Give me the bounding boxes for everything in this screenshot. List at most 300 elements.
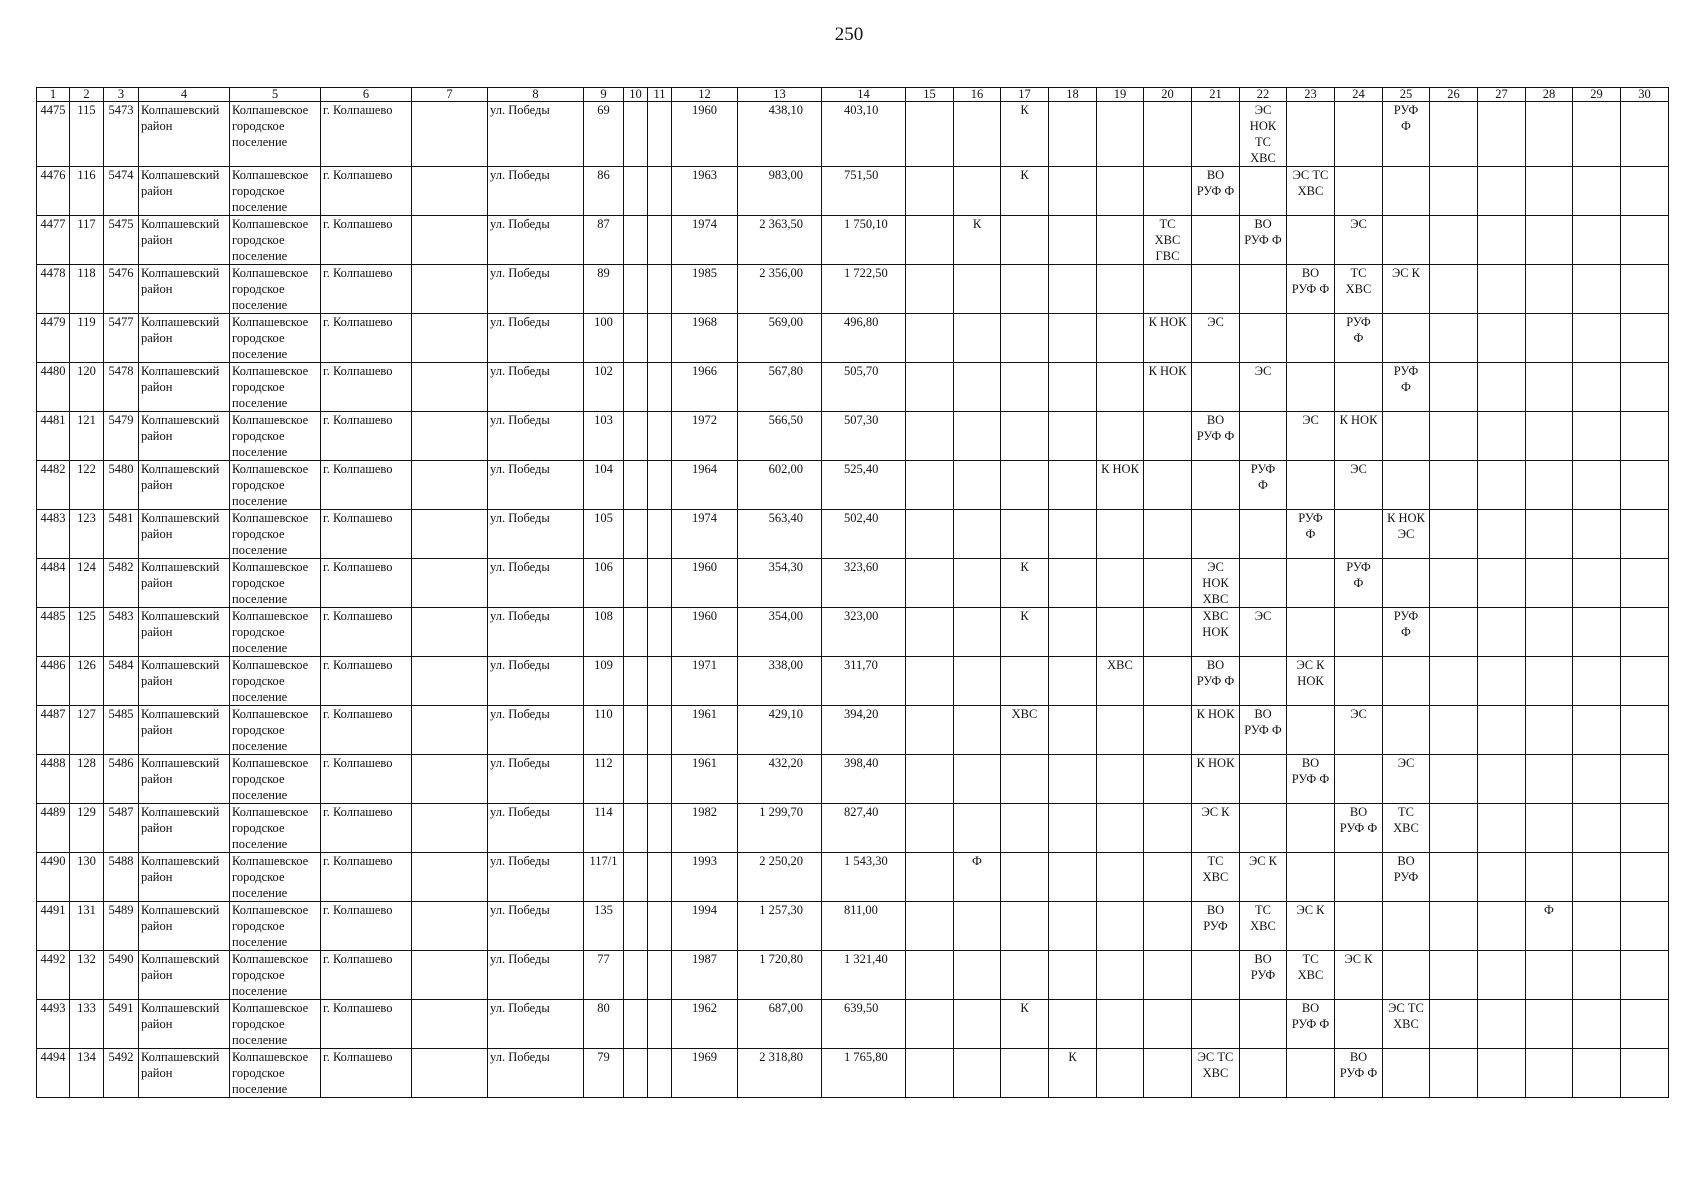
cell-col-6: г. Колпашево [321,510,412,559]
cell-col-1: 4487 [37,706,70,755]
cell-col-25 [1383,216,1430,265]
cell-col-5: Колпашевское городское поселение [230,1049,321,1098]
cell-col-27 [1478,167,1526,216]
cell-col-26 [1430,216,1478,265]
cell-col-8: ул. Победы [488,804,584,853]
cell-col-14: 811,00 [822,902,906,951]
cell-col-14: 525,40 [822,461,906,510]
cell-col-12: 1985 [672,265,738,314]
cell-col-22: ЭС НОК ТС ХВС [1240,102,1287,167]
cell-col-13: 1 720,80 [738,951,822,1000]
cell-col-16 [954,412,1001,461]
cell-col-12: 1993 [672,853,738,902]
cell-col-26 [1430,804,1478,853]
cell-col-17: К [1001,559,1049,608]
cell-col-27 [1478,804,1526,853]
cell-col-17 [1001,804,1049,853]
cell-col-27 [1478,363,1526,412]
cell-col-29 [1573,804,1621,853]
column-header-30: 30 [1621,88,1669,102]
cell-col-11 [648,951,672,1000]
cell-col-18 [1049,706,1097,755]
cell-col-25: РУФ Ф [1383,363,1430,412]
cell-col-11 [648,853,672,902]
cell-col-29 [1573,102,1621,167]
cell-col-7 [412,657,488,706]
cell-col-2: 134 [70,1049,104,1098]
cell-col-21: ВО РУФ [1192,902,1240,951]
cell-col-21: ЭС К [1192,804,1240,853]
cell-col-4: Колпашевский район [139,804,230,853]
cell-col-16 [954,314,1001,363]
cell-col-10 [624,706,648,755]
cell-col-24 [1335,853,1383,902]
cell-col-13: 563,40 [738,510,822,559]
cell-col-28 [1526,804,1573,853]
cell-col-27 [1478,951,1526,1000]
cell-col-12: 1974 [672,510,738,559]
cell-col-17 [1001,510,1049,559]
cell-col-15 [906,412,954,461]
cell-col-9: 89 [584,265,624,314]
cell-col-7 [412,559,488,608]
cell-col-30 [1621,265,1669,314]
cell-col-15 [906,363,954,412]
cell-col-23: РУФ Ф [1287,510,1335,559]
cell-col-15 [906,314,954,363]
cell-col-12: 1974 [672,216,738,265]
cell-col-24 [1335,755,1383,804]
register-table [36,87,1669,1098]
cell-col-8: ул. Победы [488,608,584,657]
cell-col-30 [1621,559,1669,608]
cell-col-3: 5485 [104,706,139,755]
cell-col-10 [624,1049,648,1098]
cell-col-29 [1573,265,1621,314]
cell-col-4: Колпашевский район [139,102,230,167]
cell-col-29 [1573,167,1621,216]
cell-col-24: ЭС [1335,461,1383,510]
cell-col-26 [1430,559,1478,608]
cell-col-19 [1097,412,1144,461]
cell-col-28 [1526,853,1573,902]
cell-col-15 [906,951,954,1000]
table-row [37,102,1669,167]
cell-col-3: 5478 [104,363,139,412]
cell-col-24 [1335,657,1383,706]
cell-col-10 [624,951,648,1000]
cell-col-14: 507,30 [822,412,906,461]
cell-col-18 [1049,559,1097,608]
table-row [37,853,1669,902]
cell-col-24: ЭС К [1335,951,1383,1000]
cell-col-24 [1335,608,1383,657]
cell-col-29 [1573,706,1621,755]
cell-col-29 [1573,412,1621,461]
column-header-2: 2 [70,88,104,102]
cell-col-4: Колпашевский район [139,706,230,755]
cell-col-17 [1001,363,1049,412]
cell-col-3: 5486 [104,755,139,804]
cell-col-25: ВО РУФ [1383,853,1430,902]
cell-col-9: 135 [584,902,624,951]
table-row [37,706,1669,755]
cell-col-8: ул. Победы [488,102,584,167]
cell-col-2: 120 [70,363,104,412]
cell-col-12: 1963 [672,167,738,216]
cell-col-26 [1430,412,1478,461]
cell-col-7 [412,102,488,167]
cell-col-19 [1097,608,1144,657]
cell-col-16 [954,608,1001,657]
cell-col-6: г. Колпашево [321,461,412,510]
cell-col-27 [1478,314,1526,363]
cell-col-10 [624,559,648,608]
cell-col-19 [1097,853,1144,902]
cell-col-10 [624,461,648,510]
cell-col-25: К НОК ЭС [1383,510,1430,559]
cell-col-17: К [1001,1000,1049,1049]
cell-col-13: 432,20 [738,755,822,804]
cell-col-24: ВО РУФ Ф [1335,804,1383,853]
cell-col-23 [1287,461,1335,510]
cell-col-5: Колпашевское городское поселение [230,608,321,657]
cell-col-22 [1240,265,1287,314]
cell-col-28 [1526,1049,1573,1098]
cell-col-25 [1383,902,1430,951]
column-header-21: 21 [1192,88,1240,102]
cell-col-5: Колпашевское городское поселение [230,706,321,755]
cell-col-6: г. Колпашево [321,804,412,853]
cell-col-8: ул. Победы [488,314,584,363]
cell-col-13: 338,00 [738,657,822,706]
cell-col-15 [906,804,954,853]
cell-col-4: Колпашевский район [139,412,230,461]
cell-col-10 [624,314,648,363]
cell-col-12: 1962 [672,1000,738,1049]
cell-col-24 [1335,363,1383,412]
cell-col-10 [624,510,648,559]
cell-col-11 [648,608,672,657]
column-header-27: 27 [1478,88,1526,102]
cell-col-28: Ф [1526,902,1573,951]
cell-col-13: 429,10 [738,706,822,755]
cell-col-30 [1621,461,1669,510]
cell-col-15 [906,706,954,755]
cell-col-22: ВО РУФ Ф [1240,216,1287,265]
cell-col-8: ул. Победы [488,412,584,461]
cell-col-16 [954,804,1001,853]
cell-col-6: г. Колпашево [321,1049,412,1098]
cell-col-23: ТС ХВС [1287,951,1335,1000]
cell-col-14: 496,80 [822,314,906,363]
cell-col-30 [1621,314,1669,363]
cell-col-30 [1621,706,1669,755]
cell-col-20 [1144,167,1192,216]
cell-col-8: ул. Победы [488,755,584,804]
cell-col-22: ЭС К [1240,853,1287,902]
cell-col-8: ул. Победы [488,363,584,412]
cell-col-7 [412,265,488,314]
cell-col-7 [412,951,488,1000]
cell-col-28 [1526,167,1573,216]
cell-col-21: ВО РУФ Ф [1192,657,1240,706]
cell-col-18 [1049,412,1097,461]
cell-col-20 [1144,608,1192,657]
cell-col-14: 1 321,40 [822,951,906,1000]
cell-col-28 [1526,951,1573,1000]
cell-col-10 [624,265,648,314]
cell-col-20 [1144,755,1192,804]
cell-col-6: г. Колпашево [321,951,412,1000]
table-row [37,608,1669,657]
cell-col-5: Колпашевское городское поселение [230,216,321,265]
cell-col-13: 2 318,80 [738,1049,822,1098]
cell-col-19 [1097,510,1144,559]
cell-col-18 [1049,265,1097,314]
cell-col-9: 114 [584,804,624,853]
table-row [37,1000,1669,1049]
cell-col-17: К [1001,608,1049,657]
cell-col-22: ЭС [1240,608,1287,657]
cell-col-26 [1430,314,1478,363]
cell-col-27 [1478,657,1526,706]
cell-col-21: ЭС ТС ХВС [1192,1049,1240,1098]
cell-col-25: РУФ Ф [1383,102,1430,167]
cell-col-17 [1001,265,1049,314]
cell-col-26 [1430,363,1478,412]
cell-col-11 [648,102,672,167]
cell-col-25 [1383,657,1430,706]
cell-col-25 [1383,1049,1430,1098]
column-header-23: 23 [1287,88,1335,102]
cell-col-28 [1526,461,1573,510]
cell-col-8: ул. Победы [488,706,584,755]
cell-col-26 [1430,167,1478,216]
cell-col-23 [1287,608,1335,657]
cell-col-1: 4491 [37,902,70,951]
cell-col-11 [648,265,672,314]
cell-col-25 [1383,951,1430,1000]
cell-col-20 [1144,902,1192,951]
cell-col-18 [1049,167,1097,216]
cell-col-18 [1049,951,1097,1000]
cell-col-13: 354,30 [738,559,822,608]
cell-col-3: 5474 [104,167,139,216]
cell-col-22 [1240,510,1287,559]
cell-col-12: 1972 [672,412,738,461]
cell-col-13: 354,00 [738,608,822,657]
cell-col-7 [412,216,488,265]
cell-col-11 [648,314,672,363]
cell-col-22 [1240,167,1287,216]
cell-col-17 [1001,657,1049,706]
cell-col-7 [412,461,488,510]
cell-col-8: ул. Победы [488,167,584,216]
cell-col-14: 827,40 [822,804,906,853]
cell-col-12: 1994 [672,902,738,951]
cell-col-26 [1430,461,1478,510]
cell-col-9: 105 [584,510,624,559]
cell-col-29 [1573,657,1621,706]
table-row [37,265,1669,314]
cell-col-16 [954,265,1001,314]
table-row [37,363,1669,412]
cell-col-26 [1430,102,1478,167]
column-header-14: 14 [822,88,906,102]
column-header-15: 15 [906,88,954,102]
cell-col-21: ЭС НОК ХВС [1192,559,1240,608]
cell-col-4: Колпашевский район [139,265,230,314]
cell-col-22 [1240,559,1287,608]
cell-col-7 [412,1049,488,1098]
cell-col-12: 1961 [672,755,738,804]
cell-col-5: Колпашевское городское поселение [230,657,321,706]
cell-col-26 [1430,853,1478,902]
cell-col-16: К [954,216,1001,265]
cell-col-24: РУФ Ф [1335,559,1383,608]
cell-col-2: 129 [70,804,104,853]
cell-col-21: К НОК [1192,755,1240,804]
cell-col-11 [648,1000,672,1049]
cell-col-23: ЭС [1287,412,1335,461]
cell-col-15 [906,1049,954,1098]
cell-col-12: 1971 [672,657,738,706]
table-row [37,510,1669,559]
cell-col-19 [1097,559,1144,608]
cell-col-14: 1 765,80 [822,1049,906,1098]
column-header-26: 26 [1430,88,1478,102]
cell-col-25 [1383,706,1430,755]
cell-col-18 [1049,902,1097,951]
cell-col-1: 4486 [37,657,70,706]
cell-col-4: Колпашевский район [139,902,230,951]
cell-col-9: 117/1 [584,853,624,902]
cell-col-3: 5482 [104,559,139,608]
cell-col-7 [412,853,488,902]
cell-col-10 [624,363,648,412]
cell-col-19 [1097,265,1144,314]
cell-col-6: г. Колпашево [321,216,412,265]
cell-col-14: 751,50 [822,167,906,216]
cell-col-19 [1097,755,1144,804]
cell-col-10 [624,102,648,167]
cell-col-9: 80 [584,1000,624,1049]
cell-col-11 [648,804,672,853]
cell-col-14: 1 722,50 [822,265,906,314]
cell-col-25 [1383,461,1430,510]
cell-col-14: 403,10 [822,102,906,167]
cell-col-2: 122 [70,461,104,510]
cell-col-13: 602,00 [738,461,822,510]
cell-col-15 [906,510,954,559]
cell-col-1: 4484 [37,559,70,608]
cell-col-15 [906,559,954,608]
cell-col-5: Колпашевское городское поселение [230,951,321,1000]
cell-col-23: ЭС ТС ХВС [1287,167,1335,216]
cell-col-30 [1621,216,1669,265]
cell-col-10 [624,1000,648,1049]
cell-col-24 [1335,510,1383,559]
cell-col-2: 116 [70,167,104,216]
cell-col-14: 323,60 [822,559,906,608]
cell-col-27 [1478,706,1526,755]
cell-col-10 [624,216,648,265]
cell-col-4: Колпашевский район [139,951,230,1000]
cell-col-2: 119 [70,314,104,363]
cell-col-26 [1430,657,1478,706]
cell-col-26 [1430,510,1478,559]
cell-col-19 [1097,102,1144,167]
cell-col-4: Колпашевский район [139,510,230,559]
cell-col-24 [1335,102,1383,167]
cell-col-21 [1192,1000,1240,1049]
cell-col-23: ЭС К [1287,902,1335,951]
cell-col-2: 124 [70,559,104,608]
cell-col-23 [1287,1049,1335,1098]
cell-col-18 [1049,657,1097,706]
cell-col-3: 5479 [104,412,139,461]
cell-col-8: ул. Победы [488,216,584,265]
cell-col-11 [648,216,672,265]
cell-col-5: Колпашевское городское поселение [230,102,321,167]
cell-col-20 [1144,265,1192,314]
column-number-row [37,88,1669,102]
cell-col-28 [1526,102,1573,167]
cell-col-29 [1573,461,1621,510]
cell-col-9: 69 [584,102,624,167]
cell-col-24 [1335,902,1383,951]
cell-col-15 [906,1000,954,1049]
cell-col-12: 1968 [672,314,738,363]
cell-col-28 [1526,412,1573,461]
cell-col-27 [1478,755,1526,804]
cell-col-30 [1621,902,1669,951]
column-header-17: 17 [1001,88,1049,102]
cell-col-2: 115 [70,102,104,167]
cell-col-1: 4494 [37,1049,70,1098]
cell-col-8: ул. Победы [488,657,584,706]
cell-col-8: ул. Победы [488,1049,584,1098]
column-header-7: 7 [412,88,488,102]
cell-col-20: К НОК [1144,363,1192,412]
table-row [37,412,1669,461]
cell-col-13: 2 363,50 [738,216,822,265]
cell-col-17 [1001,853,1049,902]
cell-col-21: ХВС НОК [1192,608,1240,657]
cell-col-21 [1192,510,1240,559]
cell-col-4: Колпашевский район [139,608,230,657]
cell-col-7 [412,314,488,363]
cell-col-5: Колпашевское городское поселение [230,265,321,314]
cell-col-10 [624,804,648,853]
column-header-18: 18 [1049,88,1097,102]
cell-col-7 [412,706,488,755]
cell-col-18 [1049,755,1097,804]
cell-col-23 [1287,853,1335,902]
cell-col-17 [1001,314,1049,363]
cell-col-16 [954,1000,1001,1049]
cell-col-9: 87 [584,216,624,265]
cell-col-23: ЭС К НОК [1287,657,1335,706]
cell-col-2: 128 [70,755,104,804]
cell-col-18 [1049,363,1097,412]
cell-col-12: 1966 [672,363,738,412]
cell-col-4: Колпашевский район [139,363,230,412]
cell-col-6: г. Колпашево [321,559,412,608]
cell-col-7 [412,412,488,461]
cell-col-17 [1001,951,1049,1000]
